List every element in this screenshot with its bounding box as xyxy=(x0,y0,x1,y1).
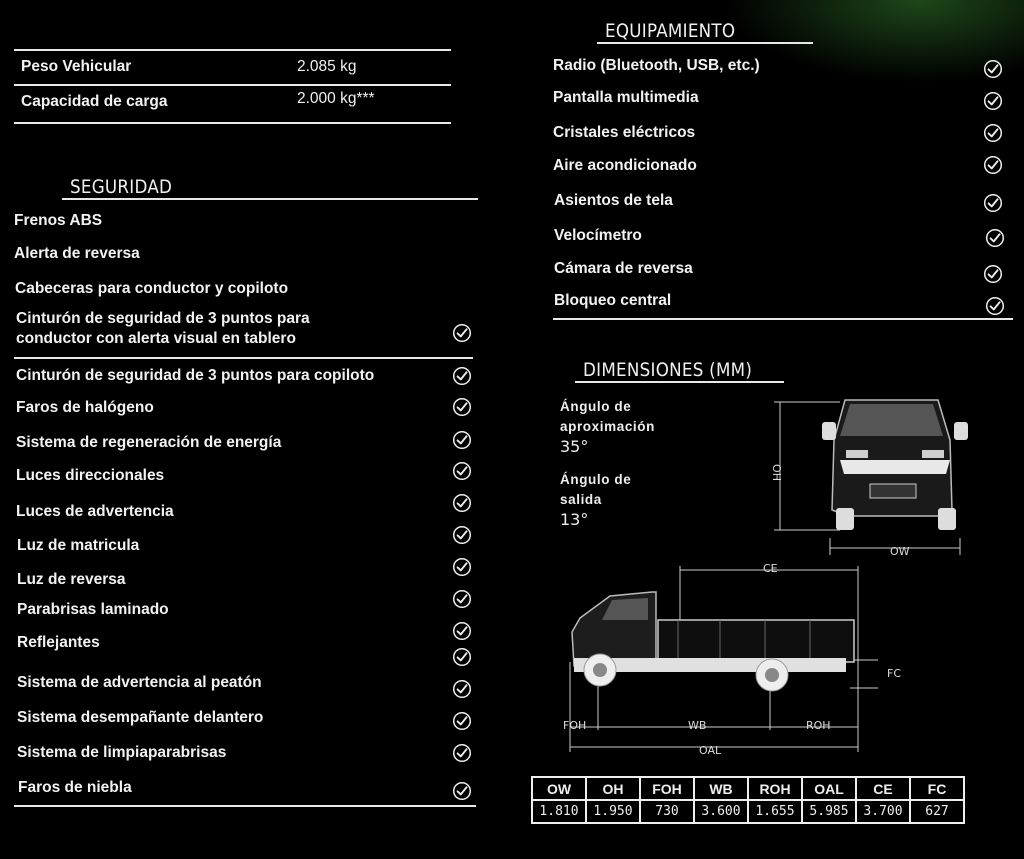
dimensiones-heading: DIMENSIONES (MM) xyxy=(583,359,753,381)
table-header-cell: CE xyxy=(856,777,910,800)
table-cell: 3.700 xyxy=(856,800,910,823)
table-cell: 5.985 xyxy=(802,800,856,823)
roh-label: ROH xyxy=(806,719,831,732)
check-circle-icon xyxy=(983,123,1003,143)
eq-item-pantalla: Pantalla multimedia xyxy=(553,89,699,106)
check-circle-icon xyxy=(452,743,472,763)
spec-label-load: Capacidad de carga xyxy=(21,93,168,110)
table-cell: 627 xyxy=(910,800,964,823)
table-header-cell: FC xyxy=(910,777,964,800)
departure-angle-label: Ángulo de xyxy=(560,472,632,487)
seg-item-abs: Frenos ABS xyxy=(14,212,103,229)
check-circle-icon xyxy=(452,525,472,545)
table-cell: 730 xyxy=(640,800,694,823)
seg-item-luz-reversa: Luz de reversa xyxy=(17,571,126,588)
seg-item-faros-niebla: Faros de niebla xyxy=(18,779,132,796)
table-row xyxy=(532,800,964,823)
check-circle-icon xyxy=(452,711,472,731)
check-circle-icon xyxy=(452,781,472,801)
check-circle-icon xyxy=(452,557,472,577)
oh-label: OH xyxy=(769,464,783,481)
seg-item-cinturon-conductor-1: Cinturón de seguridad de 3 puntos para xyxy=(16,310,310,327)
seg-item-matricula: Luz de matricula xyxy=(17,537,140,554)
table-cell: 3.600 xyxy=(694,800,748,823)
fc-label: FC xyxy=(887,667,902,680)
approach-angle-value: 35° xyxy=(560,437,589,456)
check-circle-icon xyxy=(983,264,1003,284)
check-circle-icon xyxy=(452,589,472,609)
seg-item-direccionales: Luces direccionales xyxy=(16,467,165,484)
eq-item-aire: Aire acondicionado xyxy=(553,157,697,174)
foh-label: FOH xyxy=(563,719,587,732)
eq-item-camara: Cámara de reversa xyxy=(554,260,693,277)
seg-item-alerta-reversa: Alerta de reversa xyxy=(14,245,140,262)
table-header-cell: WB xyxy=(694,777,748,800)
check-circle-icon xyxy=(983,155,1003,175)
seg-item-reflejantes: Reflejantes xyxy=(17,634,100,651)
check-circle-icon xyxy=(452,493,472,513)
approach-angle-label: Ángulo de xyxy=(560,399,632,414)
table-cell: 1.655 xyxy=(748,800,802,823)
check-circle-icon xyxy=(452,647,472,667)
table-header-cell: ROH xyxy=(748,777,802,800)
table-header-cell: OAL xyxy=(802,777,856,800)
table-header-cell: OH xyxy=(586,777,640,800)
check-circle-icon xyxy=(985,296,1005,316)
check-circle-icon xyxy=(452,366,472,386)
seg-item-cabeceras: Cabeceras para conductor y copiloto xyxy=(15,280,289,297)
seg-item-desempanante: Sistema desempañante delantero xyxy=(17,709,264,726)
oal-label: OAL xyxy=(699,744,722,757)
approach-angle-label: aproximación xyxy=(560,419,655,434)
seg-item-cinturon-conductor-2: conductor con alerta visual en tablero xyxy=(16,330,296,347)
eq-item-velocimetro: Velocímetro xyxy=(554,227,642,244)
seg-item-cinturon-copiloto: Cinturón de seguridad de 3 puntos para copiloto xyxy=(16,367,375,384)
table-cell: 1.950 xyxy=(586,800,640,823)
check-circle-icon xyxy=(452,621,472,641)
seg-item-regeneracion: Sistema de regeneración de energía xyxy=(16,434,282,451)
check-circle-icon xyxy=(985,228,1005,248)
check-circle-icon xyxy=(452,323,472,343)
seg-item-limpiaparabrisas: Sistema de limpiaparabrisas xyxy=(17,744,227,761)
truck-front-view-diagram xyxy=(760,390,980,560)
truck-side-view-diagram xyxy=(560,562,880,762)
check-circle-icon xyxy=(452,430,472,450)
spec-value-weight: 2.085 kg xyxy=(297,58,357,75)
check-circle-icon xyxy=(452,679,472,699)
spec-label-weight: Peso Vehicular xyxy=(21,58,132,75)
eq-item-bloqueo: Bloqueo central xyxy=(554,292,672,309)
check-circle-icon xyxy=(452,461,472,481)
seg-item-advertencia: Luces de advertencia xyxy=(16,503,174,520)
eq-item-cristales: Cristales eléctricos xyxy=(553,124,696,141)
table-cell: 1.810 xyxy=(532,800,586,823)
table-header-cell: FOH xyxy=(640,777,694,800)
departure-angle-label: salida xyxy=(560,492,602,507)
check-circle-icon xyxy=(983,91,1003,111)
table-header-row xyxy=(532,777,964,800)
check-circle-icon xyxy=(983,193,1003,213)
departure-angle-value: 13° xyxy=(560,510,589,529)
ow-label: OW xyxy=(890,545,910,558)
seg-item-faros-halogeno: Faros de halógeno xyxy=(16,399,154,416)
eq-item-asientos: Asientos de tela xyxy=(554,192,673,209)
ce-label: CE xyxy=(763,562,778,575)
table-header-cell: OW xyxy=(532,777,586,800)
spec-value-load: 2.000 kg*** xyxy=(297,90,375,107)
dimensions-table xyxy=(531,776,965,824)
equipamiento-heading: EQUIPAMIENTO xyxy=(605,20,736,42)
seguridad-heading: SEGURIDAD xyxy=(70,176,173,198)
seg-item-parabrisas: Parabrisas laminado xyxy=(17,601,169,618)
check-circle-icon xyxy=(983,59,1003,79)
check-circle-icon xyxy=(452,397,472,417)
seg-item-peaton: Sistema de advertencia al peatón xyxy=(17,674,262,691)
eq-item-radio: Radio (Bluetooth, USB, etc.) xyxy=(553,57,760,74)
wb-label: WB xyxy=(688,719,707,732)
